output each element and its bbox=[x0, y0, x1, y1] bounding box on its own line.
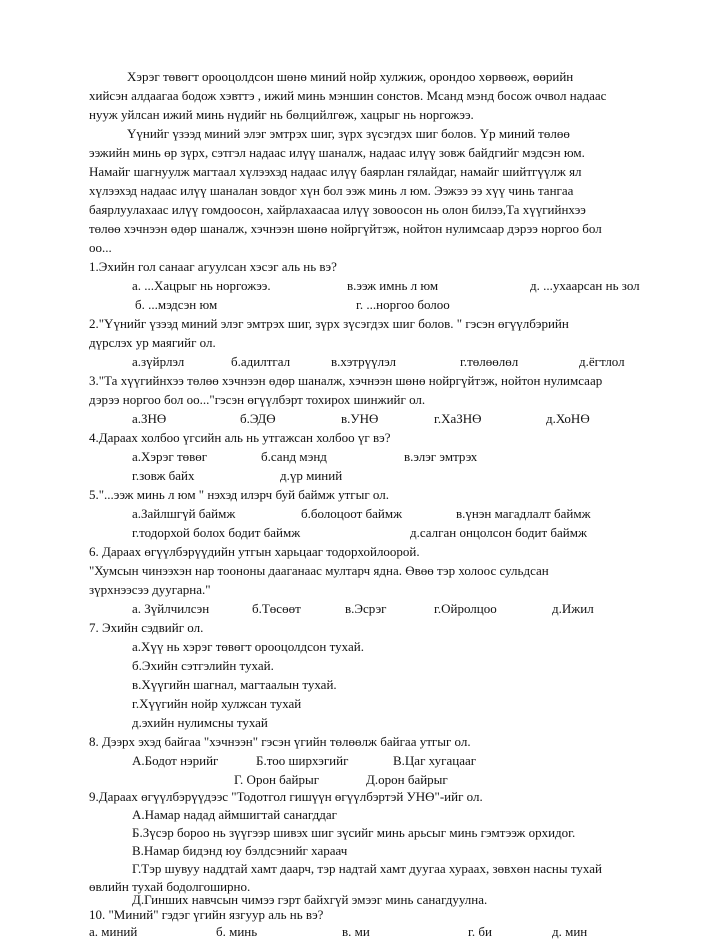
q7-option-b: б.Эхийн сэтгэлийн тухай. bbox=[132, 658, 274, 673]
q10-option-b: б. минь bbox=[216, 924, 258, 939]
q10-question: 10. "Миний" гэдэг үгийн язгуур аль нь вэ? bbox=[89, 907, 324, 922]
q9-question: 9.Дараах өгүүлбэрүүдээс "Тодотгол гишүүн өгүүлбэртэй УНӨ"-ийг ол. bbox=[89, 789, 483, 804]
q3-option-v: в.УНӨ bbox=[341, 411, 379, 426]
q8-option-g: Г. Орон байрыг bbox=[234, 772, 320, 787]
q6-option-d: д.Ижил bbox=[552, 601, 594, 616]
q2-option-g: г.төлөөлөл bbox=[460, 354, 519, 369]
q6-option-b: б.Төсөөт bbox=[252, 601, 301, 616]
q6-question-line-3: зүрхнээсээ дуугарна." bbox=[89, 582, 211, 597]
q10-option-d: д. мин bbox=[552, 924, 588, 939]
q10-option-g: г. би bbox=[468, 924, 492, 939]
q3-question-line-2: дэрээ норгоо бол оо..."гэсэн өгүүлбэрт тохирох шинжийг ол. bbox=[89, 392, 426, 407]
story-line-4: Үүнийг үзээд миний элэг эмтрэх шиг, зүрх зүсэгдэх шиг болов. Үр миний төлөө bbox=[127, 126, 570, 141]
q7-option-v: в.Хүүгийн шагнал, магтаалын тухай. bbox=[132, 677, 337, 692]
q3-option-g: г.ХаЗНӨ bbox=[434, 411, 482, 426]
q6-question-line-2: "Хумсын чинээхэн нар тоононы дааганаас мултарч ядна. Өвөө тэр холоос сульдсан bbox=[89, 563, 549, 578]
q5-option-v: в.үнэн магадлалт баймж bbox=[456, 506, 591, 521]
q2-option-v: в.хэтрүүлэл bbox=[331, 354, 396, 369]
q8-question: 8. Дээрх эхэд байгаа "хэчнээн" гэсэн үгийн төлөөлж байгаа утгыг ол. bbox=[89, 734, 471, 749]
q10-option-v: в. ми bbox=[342, 924, 370, 939]
q1-option-d: д. ...ухаарсан нь зол bbox=[530, 278, 640, 293]
q2-option-a: а.зүйрлэл bbox=[132, 354, 185, 369]
q8-option-d: Д.орон байрыг bbox=[366, 772, 448, 787]
q1-option-b: б. ...мэдсэн юм bbox=[135, 297, 218, 312]
q3-option-b: б.ЭДӨ bbox=[240, 411, 276, 426]
q7-option-d: д.эхийн нулимсны тухай bbox=[132, 715, 268, 730]
q5-option-d: д.салган онцолсон бодит баймж bbox=[410, 525, 587, 540]
q4-option-d: д.үр миний bbox=[280, 468, 343, 483]
q9-option-a: А.Намар надад аймшигтай санагддаг bbox=[132, 807, 337, 822]
q5-option-b: б.болоцоот баймж bbox=[301, 506, 403, 521]
q10-option-a: а. миний bbox=[89, 924, 138, 939]
q1-question: 1.Эхийн гол санааг агуулсан хэсэг аль нь вэ? bbox=[89, 259, 337, 274]
q2-option-b: б.адилтгал bbox=[231, 354, 291, 369]
q9-option-v: В.Намар бидэнд юу бэлдсэнийг хараач bbox=[132, 843, 348, 858]
q9-option-d: Д.Гинших навчсын чимээ гэрт байхгүй эмээг минь санагдуулна. bbox=[132, 892, 488, 907]
q3-option-a: а.ЗНӨ bbox=[132, 411, 167, 426]
q6-question-line-1: 6. Дараах өгүүлбэрүүдийн утгын харьцааг тодорхойлоорой. bbox=[89, 544, 420, 559]
q3-option-d: д.ХоНӨ bbox=[546, 411, 590, 426]
q2-question-line-1: 2."Үүнийг үзээд миний элэг эмтрэх шиг, зүрх зүсэгдэх шиг болов. " гэсэн өгүүлбэрийн bbox=[89, 316, 569, 331]
q5-option-g: г.тодорхой болох бодит баймж bbox=[132, 525, 301, 540]
story-line-3: нууж уйлсан ижий минь нүдийг нь бөлцийлгөж, хацрыг нь норгожээ. bbox=[89, 107, 474, 122]
story-line-5: ээжийн минь өр зүрх, сэтгэл надаас илүү шаналж, надаас илүү зовж байдгийг мэдсэн юм. bbox=[89, 145, 585, 160]
q5-option-a: а.Зайлшгүй баймж bbox=[132, 506, 236, 521]
q4-option-v: в.элэг эмтрэх bbox=[404, 449, 478, 464]
q8-option-b: Б.тоо ширхэгийг bbox=[256, 753, 349, 768]
q5-question: 5."...ээж минь л юм " нэхэд илэрч буй баймж утгыг ол. bbox=[89, 487, 389, 502]
story-line-8: баярлуулахаас илүү гомдоосон, хайрлахаасаа илүү зовоосон нь олон билээ,Та хүүгийнхээ bbox=[89, 202, 586, 217]
q2-question-line-2: дүрслэх ур маягийг ол. bbox=[89, 335, 216, 350]
story-line-10: оо... bbox=[89, 240, 112, 255]
story-line-2: хийсэн алдаагаа бодож хэвттэ , ижий минь мэншин сонстов. Мсанд мэнд босож очвол надаас bbox=[89, 88, 607, 103]
q7-option-a: а.Хүү нь хэрэг төвөгт орооцолдсон тухай. bbox=[132, 639, 364, 654]
q4-option-b: б.санд мэнд bbox=[261, 449, 327, 464]
q9-option-b: Б.Зүсэр бороо нь зүүгээр шивэх шиг зүсийг минь арьсыг минь гэмтээж орхидог. bbox=[132, 825, 576, 840]
q1-option-a: а. ...Хацрыг нь норгожээ. bbox=[132, 278, 271, 293]
q6-option-v: в.Эсрэг bbox=[345, 601, 387, 616]
story-line-9: төлөө хэчнээн өдөр шаналж, хэчнээн шөнө нойргүйтэж, нойтон нулимсаар дэрээ норгоо бол bbox=[89, 221, 602, 236]
q2-option-d: д.ёгтлол bbox=[579, 354, 625, 369]
q4-option-a: а.Хэрэг төвөг bbox=[132, 449, 208, 464]
q9-option-g-line-2: өвлийн тухай бодолгоширно. bbox=[89, 879, 251, 894]
q6-option-g: г.Ойролцоо bbox=[434, 601, 497, 616]
q9-option-g-line-1: Г.Тэр шувуу наддтай хамт даарч, тэр надтай хамт дуугаа хураах, зөвхөн насны тухай bbox=[132, 861, 602, 876]
q4-option-g: г.зовж байх bbox=[132, 468, 195, 483]
q8-option-a: А.Бодот нэрийг bbox=[132, 753, 219, 768]
q1-option-g: г. ...норгоо болоо bbox=[356, 297, 450, 312]
q4-question: 4.Дараах холбоо үгсийн аль нь утгажсан холбоо үг вэ? bbox=[89, 430, 391, 445]
story-line-6: Намайг шагнуулж магтаал хүлээхэд надаас илүү баярлан гялайдаг, намайг шийтгүүлж ял bbox=[89, 164, 582, 179]
q7-option-g: г.Хүүгийн нойр хулжсан тухай bbox=[132, 696, 302, 711]
q1-option-v: в.ээж имнь л юм bbox=[347, 278, 439, 293]
story-line-1: Хэрэг төвөгт орооцолдсон шөнө миний нойр хулжиж, орондоо хөрвөөж, өөрийн bbox=[127, 69, 574, 84]
q7-question: 7. Эхийн сэдвийг ол. bbox=[89, 620, 204, 635]
q8-option-v: В.Цаг хугацааг bbox=[393, 753, 477, 768]
story-line-7: хүлээхэд надаас илүү шаналан зовдог хүн бол ээж минь л юм. Ээжээ ээ хүү чинь тангаа bbox=[89, 183, 574, 198]
q3-question-line-1: 3."Та хүүгийнхээ төлөө хэчнээн өдөр шаналж, хэчнээн шөнө нойргүйтэж, нойтон нулимсаар bbox=[89, 373, 603, 388]
q6-option-a: а. Зүйлчилсэн bbox=[132, 601, 210, 616]
